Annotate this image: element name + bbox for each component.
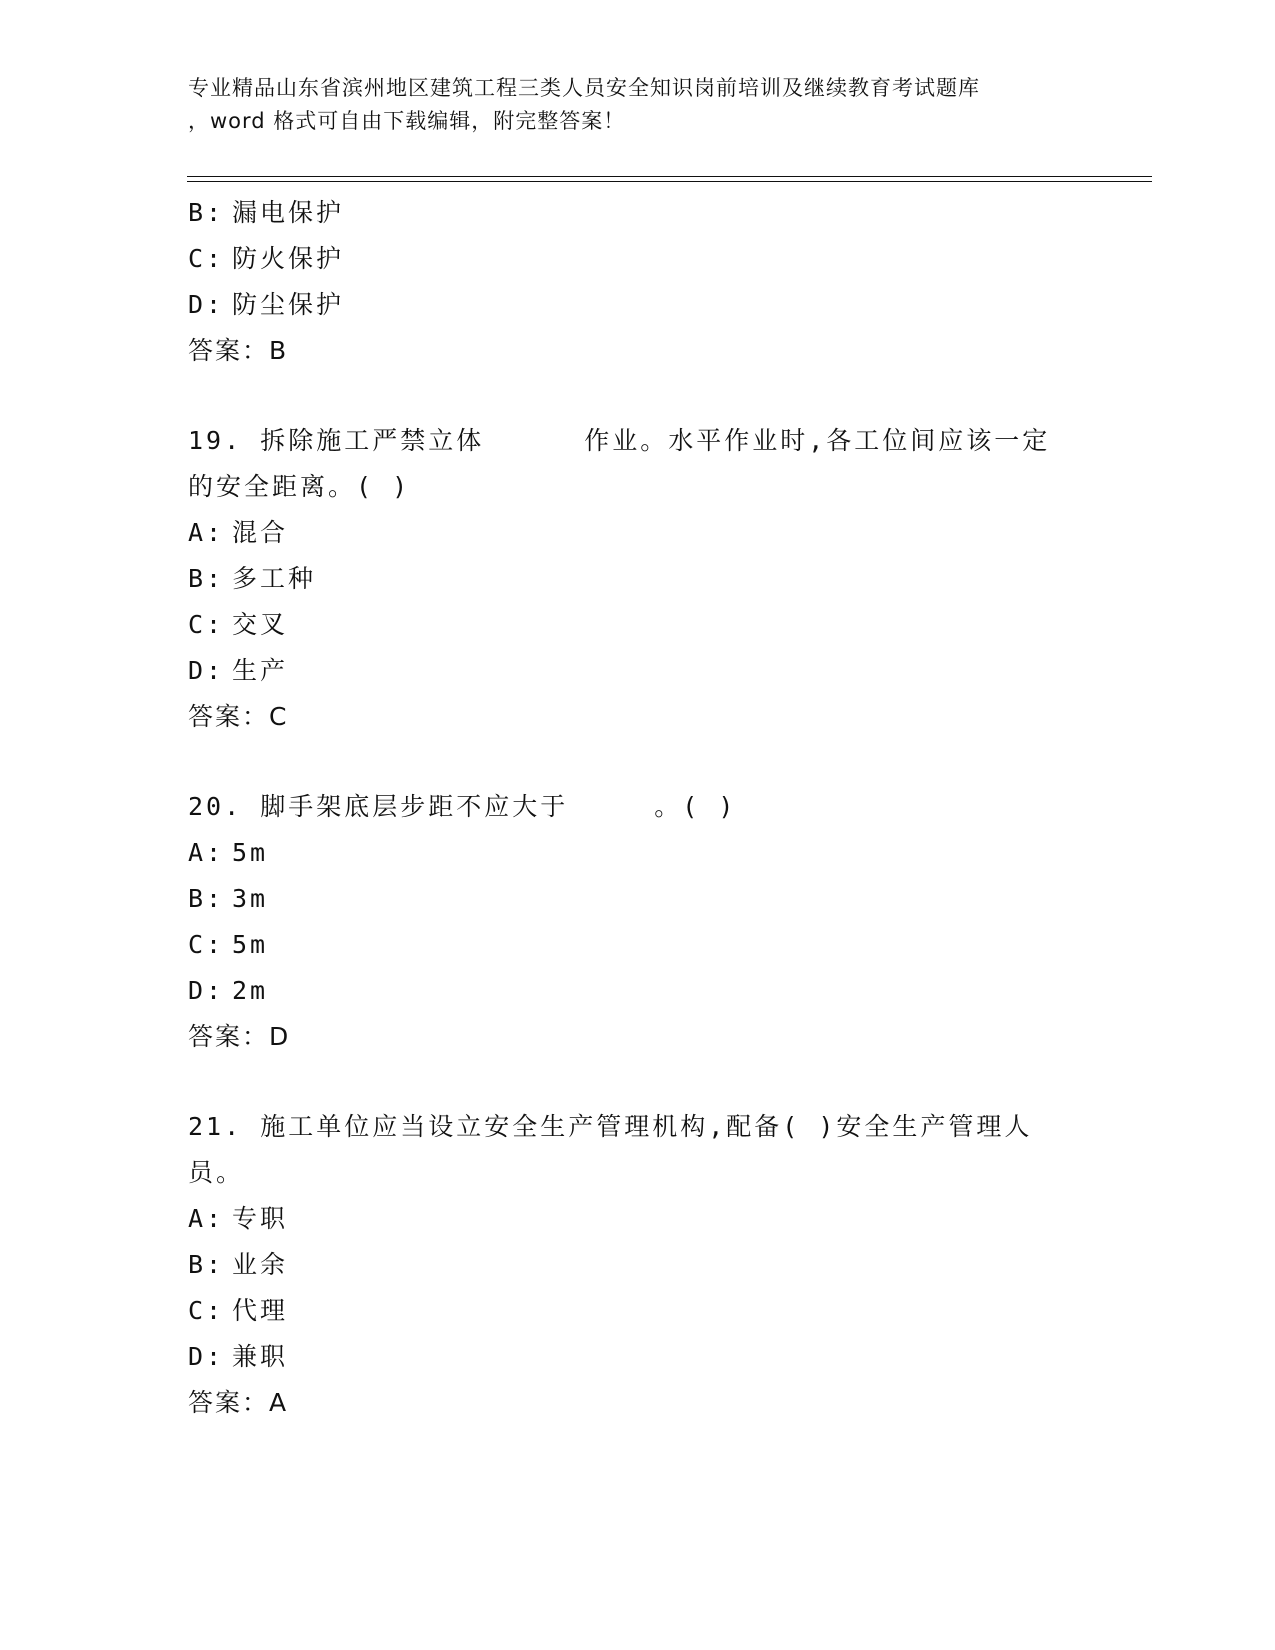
question-21 [188, 1104, 1088, 1426]
answer-line: 答案：D [188, 1022, 291, 1051]
question-text-part-2: 。( ) [654, 792, 737, 821]
option-c [188, 922, 1088, 968]
question-text-line-1 [188, 1104, 1088, 1150]
question-text-line-1 [188, 418, 1088, 464]
header-divider-top [187, 176, 1152, 177]
document-header [188, 72, 1108, 138]
question-number: 19. [188, 426, 243, 455]
option-text: 专职 [232, 1204, 289, 1233]
option-key: C: [188, 1296, 225, 1325]
option-b [188, 556, 1088, 602]
option-d [188, 1334, 1088, 1380]
option-a [188, 1196, 1088, 1242]
header-title-line-1: 专业精品山东省滨州地区建筑工程三类人员安全知识岗前培训及继续教育考试题库 [188, 76, 980, 100]
question-number: 20. [188, 792, 243, 821]
option-d [188, 282, 1088, 328]
question-list [188, 190, 1088, 1426]
option-a [188, 830, 1088, 876]
answer-line: 答案：C [188, 702, 289, 731]
option-b [188, 1242, 1088, 1288]
option-text: 混合 [232, 518, 289, 547]
option-text: 5m [232, 838, 269, 867]
question-text-line-2: 员。 [188, 1158, 245, 1187]
header-divider-bottom [187, 181, 1152, 182]
option-text: 2m [232, 976, 269, 1005]
option-key: A: [188, 518, 225, 547]
question-19 [188, 418, 1088, 740]
question-text-line-1 [188, 784, 1088, 830]
question-text-line-2: 的安全距离。( ) [188, 472, 411, 501]
option-key: D: [188, 1342, 225, 1371]
answer-line: 答案：B [188, 336, 289, 365]
option-c [188, 602, 1088, 648]
option-a [188, 510, 1088, 556]
option-c [188, 1288, 1088, 1334]
prev-question-block [188, 190, 1088, 374]
option-text: 防火保护 [232, 244, 345, 273]
option-text: 防尘保护 [232, 290, 345, 319]
option-text: 代理 [232, 1296, 289, 1325]
question-text-part-1: 拆除施工严禁立体 [260, 426, 485, 455]
option-text: 生产 [232, 656, 289, 685]
option-key: B: [188, 1250, 225, 1279]
option-d [188, 968, 1088, 1014]
option-key: B: [188, 198, 225, 227]
option-key: A: [188, 838, 225, 867]
question-20 [188, 784, 1088, 1060]
option-text: 3m [232, 884, 269, 913]
question-number: 21. [188, 1112, 243, 1141]
option-key: C: [188, 610, 225, 639]
option-key: C: [188, 244, 225, 273]
answer-line: 答案：A [188, 1388, 289, 1417]
option-key: A: [188, 1204, 225, 1233]
option-b [188, 190, 1088, 236]
option-text: 5m [232, 930, 269, 959]
option-key: B: [188, 564, 225, 593]
header-title-line-2: ，word 格式可自由下载编辑，附完整答案！ [188, 109, 626, 133]
question-text-part-1: 脚手架底层步距不应大于 [260, 792, 569, 821]
option-c [188, 236, 1088, 282]
option-text: 交叉 [232, 610, 289, 639]
question-text-part-1: 施工单位应当设立安全生产管理机构,配备( )安全生产管理人 [260, 1112, 1033, 1141]
option-text: 漏电保护 [232, 198, 345, 227]
option-key: D: [188, 976, 225, 1005]
option-text: 多工种 [232, 564, 317, 593]
option-key: B: [188, 884, 225, 913]
option-text: 业余 [232, 1250, 289, 1279]
question-text-part-2: 作业。水平作业时,各工位间应该一定 [584, 426, 1051, 455]
option-text: 兼职 [232, 1342, 289, 1371]
option-b [188, 876, 1088, 922]
option-key: D: [188, 290, 225, 319]
option-d [188, 648, 1088, 694]
option-key: D: [188, 656, 225, 685]
option-key: C: [188, 930, 225, 959]
